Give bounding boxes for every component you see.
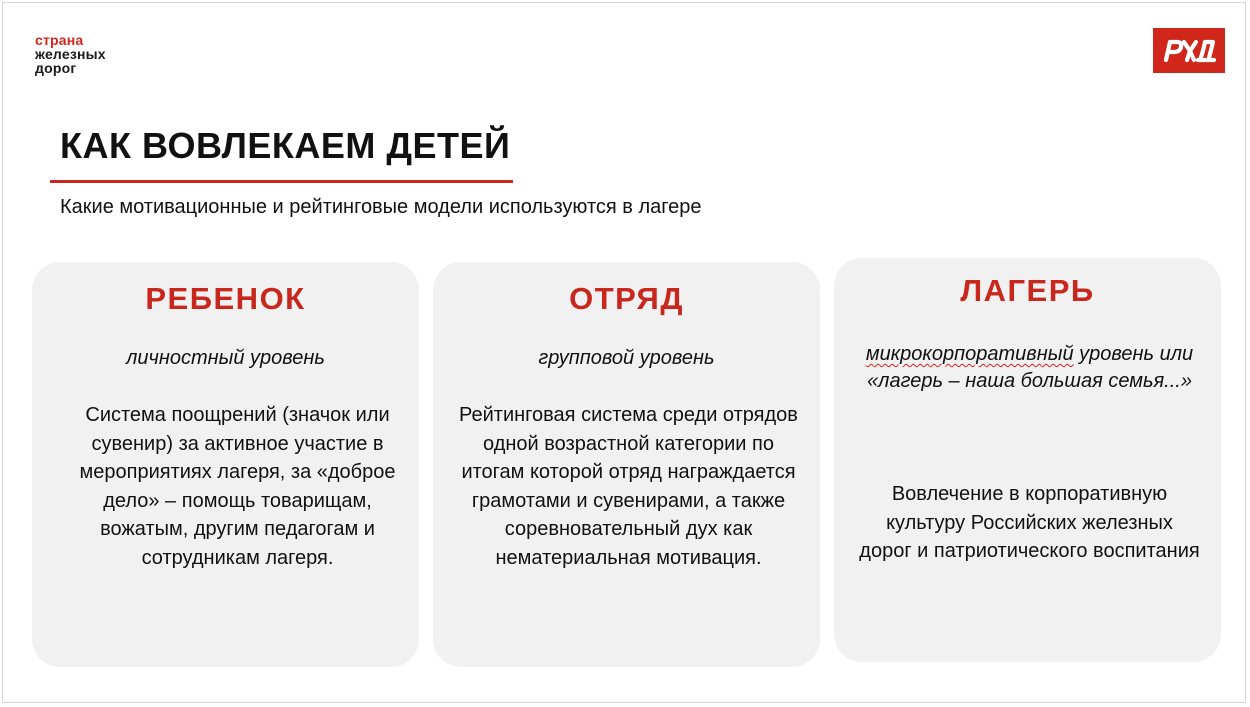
card-heading: РЕБЕНОК	[145, 281, 306, 316]
brand-line-1: страна	[35, 32, 84, 48]
card-squad	[433, 262, 820, 667]
rzd-logo-icon	[1153, 28, 1225, 73]
card-heading: ЛАГЕРЬ	[960, 273, 1095, 308]
card-level-keyword: микрокорпоративный	[865, 343, 1074, 365]
card-body: Система поощрений (значок или сувенир) за активное участие в мероприятиях лагеря, за «доброе дело» – помощь товарищам, вожатым, другим педагогам и сотрудникам лагеря.	[79, 404, 396, 569]
card-level-rest: уровень или «лагерь – наша большая семья...»	[867, 343, 1194, 392]
card-level: групповой уровень	[538, 347, 715, 369]
brand-line-3: дорог	[35, 60, 77, 76]
title-underline	[50, 180, 513, 183]
card-child	[32, 262, 419, 667]
slide	[2, 2, 1246, 703]
card-body: Вовлечение в корпоративную культуру Российских железных дорог и патриотического воспитания	[859, 483, 1200, 562]
card-level	[856, 341, 1203, 395]
rzd-logo	[1153, 28, 1225, 73]
page-title: КАК ВОВЛЕКАЕМ ДЕТЕЙ	[60, 125, 511, 166]
card-level: личностный уровень	[126, 347, 325, 369]
brand-line-2: железных	[35, 46, 106, 62]
page-subtitle: Какие мотивационные и рейтинговые модели используются в лагере	[60, 196, 702, 218]
card-body: Рейтинговая система среди отрядов одной возрастной категории по итогам которой отряд награждается грамотами и сувенирами, а также соревновательный дух как нематериальная мотивация.	[459, 404, 798, 569]
card-heading: ОТРЯД	[569, 281, 684, 316]
brand-wordmark	[35, 33, 106, 75]
card-camp	[834, 258, 1221, 662]
